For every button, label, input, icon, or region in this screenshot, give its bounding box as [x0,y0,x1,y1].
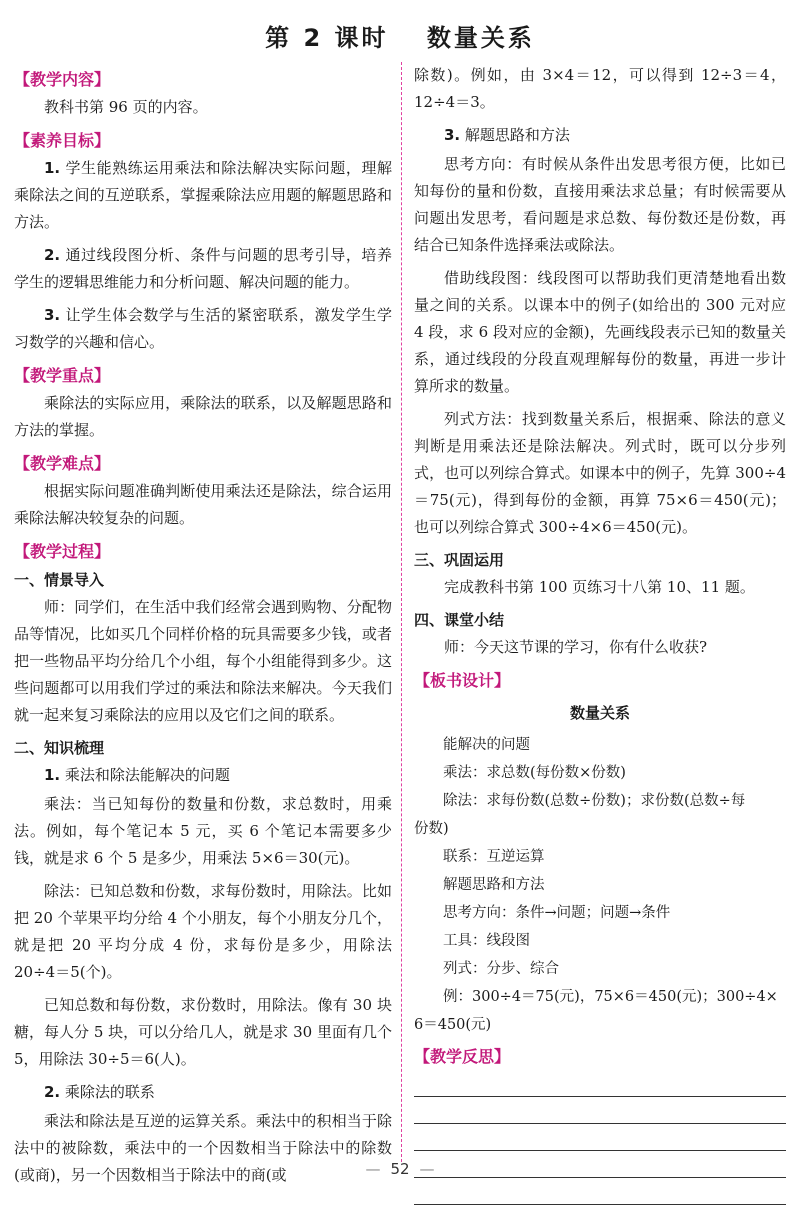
board-line: 乘法：求总数(每份数×份数) [443,765,626,781]
knowledge-2-heading [14,1079,392,1106]
board-line: 解题思路和方法 [443,877,545,893]
knowledge-3-heading [414,122,786,149]
board-line: 例：300÷4＝75(元)，75×6＝450(元)；300÷4× [443,989,778,1005]
goal-1 [14,155,392,236]
footer-dash-right: — [419,1160,435,1178]
section-heading-reflection: 【教学反思】 [414,1047,511,1066]
division-paragraph-2: 已知总数和每份数，求份数时，用除法。像有 30 块糖，每人分 5 块，可以分给几人，就是求 30 里面有几个 5，用除法 30÷5＝6(人)。 [14,996,392,1068]
board-line: 除法：求每份数(总数÷份数)；求份数(总数÷每 [443,793,746,809]
line-graph-paragraph: 借助线段图：线段图可以帮助我们更清楚地看出数量之间的关系。以课本中的例子(如给出的 300 元对应 4 段，求 6 段对应的金额)，先画线段表示已知的数量关系，通过线段的分段直观理解每份的数量，再进一步计算所求的数量。 [414,269,786,395]
reflection-writing-line [414,1123,786,1124]
goal-2-number: 2. [44,246,61,264]
knowledge-1-number: 1. [44,766,61,784]
board-line: 6＝450(元) [414,1017,492,1033]
knowledge-1-title: 乘法和除法能解决的问题 [60,766,230,784]
practice-paragraph: 完成教科书第 100 页练习十八第 10、11 题。 [444,578,755,596]
section-heading-board: 【板书设计】 [414,671,511,690]
step-review-heading: 二、知识梳理 [14,739,105,757]
knowledge-2-title: 乘除法的联系 [60,1083,155,1101]
footer-dash-left: — [365,1160,381,1178]
goal-1-text: 学生能熟练运用乘法和除法解决实际问题，理解乘除法之间的互逆联系，掌握乘除法应用题的解题思路和方法。 [14,159,392,231]
thinking-paragraph: 思考方向：有时候从条件出发思考很方便，比如已知每份的量和份数，直接用乘法求总量；有时候需要从问题出发思考，看问题是求总数、每份数还是份数，再结合已知条件选择乘法或除法。 [414,155,786,254]
section-heading-key-points: 【教学重点】 [14,366,111,385]
intro-paragraph: 师：同学们，在生活中我们经常会遇到购物、分配物品等情况，比如买几个同样价格的玩具需要多少钱，或者把一些物品平均分给几个小组，每个小组能得到多少。这些问题都可以用我们学过的乘法和除法来解决。今天我们就一起来复习乘除法的应用以及它们之间的联系。 [14,598,392,724]
section-heading-goals: 【素养目标】 [14,131,111,150]
section-heading-content: 【教学内容】 [14,70,111,89]
goal-1-number: 1. [44,159,61,177]
knowledge-3-number: 3. [444,126,461,144]
section-heading-difficulties: 【教学难点】 [14,454,111,473]
division-paragraph-1: 除法：已知总数和份数，求每份数时，用除法。比如把 20 个苹果平均分给 4 个小朋友，每个小朋友分几个，就是把 20 平均分成 4 份，求每份是多少，用除法 20÷4＝5(个)。 [14,882,392,981]
knowledge-3-title: 解题思路和方法 [460,126,570,144]
board-design [414,731,786,1039]
multiplication-paragraph: 乘法：当已知每份的数量和份数，求总数时，用乘法。例如，每个笔记本 5 元，买 6 个笔记本需要多少钱，就是求 6 个 5 是多少，用乘法 5×6＝30(元)。 [14,795,392,867]
key-points-text: 乘除法的实际应用，乘除法的联系，以及解题思路和方法的掌握。 [14,394,392,439]
step-intro-heading: 一、情景导入 [14,571,105,589]
content-text: 教科书第 96 页的内容。 [44,98,208,116]
reflection-writing-line [414,1150,786,1151]
reflection-writing-line [414,1096,786,1097]
knowledge-2-number: 2. [44,1083,61,1101]
page-title: 第 2 课时 数量关系 [265,24,535,52]
board-line: 思考方向：条件→问题；问题→条件 [443,905,671,921]
goal-3-number: 3. [44,306,61,324]
page-number: 52 [390,1160,410,1178]
page-footer [0,1160,800,1178]
board-line: 份数) [414,821,449,837]
step-summary-heading: 四、课堂小结 [414,611,505,629]
relation-paragraph: 乘法和除法是互逆的运算关系。乘法中的积相当于除法中的被除数，乘法中的一个因数相当于除法中的除数(或商)，另一个因数相当于除法中的商(或 [14,1112,392,1184]
left-column [14,62,392,1195]
difficulties-text: 根据实际问题准确判断使用乘法还是除法，综合运用乘除法解决较复杂的问题。 [14,482,392,527]
board-title: 数量关系 [569,704,630,722]
goal-3-text: 让学生体会数学与生活的紧密联系，激发学生学习数学的兴趣和信心。 [14,306,392,351]
board-line: 工具：线段图 [443,933,530,949]
column-divider [401,62,402,1162]
goal-2 [14,242,392,296]
right-column [414,62,786,1205]
goal-2-text: 通过线段图分析、条件与问题的思考引导，培养学生的逻辑思维能力和分析问题、解决问题的能力。 [14,246,392,291]
step-practice-heading: 三、巩固运用 [414,551,505,569]
board-line: 联系：互逆运算 [443,849,545,865]
section-heading-process: 【教学过程】 [14,542,111,561]
board-line: 能解决的问题 [443,737,530,753]
summary-paragraph: 师：今天这节课的学习，你有什么收获? [444,638,708,656]
board-line: 列式：分步、综合 [443,961,559,977]
relation-paragraph-continued: 除数)。例如，由 3×4＝12，可以得到 12÷3＝4，12÷4＝3。 [414,66,786,111]
knowledge-1-heading [14,762,392,789]
goal-3 [14,302,392,356]
formula-paragraph: 列式方法：找到数量关系后，根据乘、除法的意义判断是用乘法还是除法解决。列式时，既可以分步列式，也可以列综合算式。如课本中的例子，先算 300÷4＝75(元)，得到每份的金额，再算 75×6＝450(元)；也可以列综合算式 300÷4×6＝450(元)。 [414,410,786,536]
